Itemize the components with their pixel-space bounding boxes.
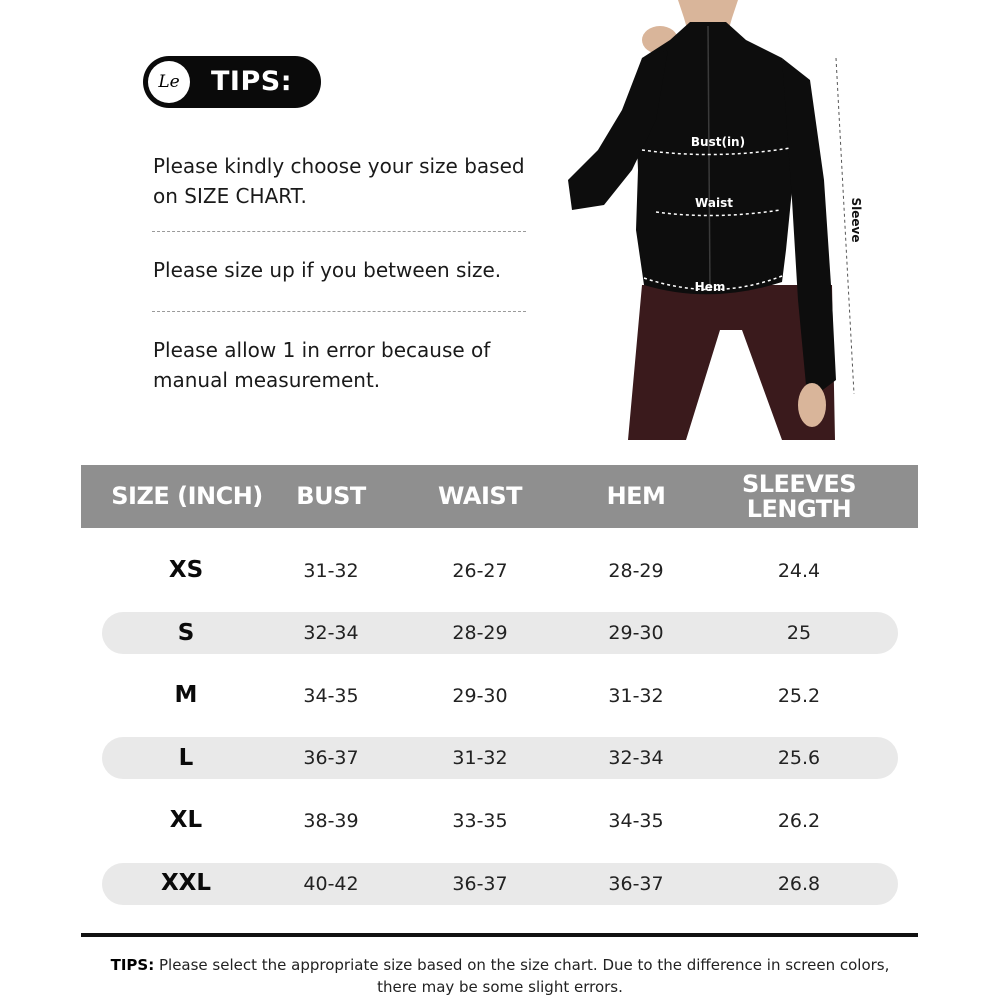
- row-size: M: [174, 682, 198, 708]
- model-hand-right: [798, 383, 826, 427]
- row-size: XXL: [160, 870, 212, 896]
- tip-item-2: Please size up if you between size.: [153, 258, 502, 282]
- header-sleeves-line1: SLEEVES: [741, 469, 857, 498]
- hem-label: Hem: [694, 280, 726, 294]
- row-waist: 33-35: [452, 810, 508, 832]
- footer-tips-label: TIPS:: [110, 956, 155, 974]
- row-bust: 34-35: [303, 685, 359, 707]
- tips-title: TIPS:: [211, 66, 292, 97]
- size-table-header: [81, 465, 918, 528]
- header-bust: BUST: [296, 482, 366, 510]
- footer-note: [90, 954, 910, 998]
- row-sleeve: 25: [786, 622, 812, 644]
- row-hem: 34-35: [608, 810, 664, 832]
- row-hem: 32-34: [608, 747, 664, 769]
- tip-divider-2: [152, 311, 526, 312]
- footer-tips-text: Please select the appropriate size based on the size chart. Due to the difference in screen colors, there may be some slight errors.: [154, 956, 890, 996]
- row-hem: 28-29: [608, 560, 664, 582]
- row-hem: 29-30: [608, 622, 664, 644]
- header-hem: HEM: [606, 482, 666, 510]
- tip-item-3: Please allow 1 in error because of manual measurement.: [153, 338, 491, 392]
- row-bust: 40-42: [303, 873, 359, 895]
- row-size: L: [178, 745, 194, 771]
- sleeve-label: Sleeve: [849, 197, 863, 243]
- bust-label: Bust(in): [690, 135, 746, 149]
- row-waist: 29-30: [452, 685, 508, 707]
- tip-item-1: Please kindly choose your size based on SIZE CHART.: [153, 154, 525, 208]
- tips-badge: [143, 56, 321, 108]
- row-sleeve: 26.8: [777, 873, 821, 895]
- row-waist: 31-32: [452, 747, 508, 769]
- row-waist: 28-29: [452, 622, 508, 644]
- row-sleeve: 25.2: [777, 685, 821, 707]
- row-size: XS: [168, 557, 204, 583]
- row-size: XL: [169, 807, 203, 833]
- row-bust: 31-32: [303, 560, 359, 582]
- row-bust: 32-34: [303, 622, 359, 644]
- header-waist: WAIST: [437, 482, 523, 510]
- footer-divider: [81, 933, 918, 937]
- row-hem: 36-37: [608, 873, 664, 895]
- header-sleeves-line2: LENGTH: [746, 494, 852, 523]
- model-measurement-diagram: [560, 0, 880, 445]
- brand-logo-icon: Le: [148, 61, 190, 103]
- row-waist: 36-37: [452, 873, 508, 895]
- tip-divider-1: [152, 231, 526, 232]
- header-size: SIZE (INCH): [111, 482, 263, 510]
- row-sleeve: 24.4: [777, 560, 821, 582]
- row-bust: 36-37: [303, 747, 359, 769]
- row-hem: 31-32: [608, 685, 664, 707]
- row-sleeve: 25.6: [777, 747, 821, 769]
- header-sleeves-length: [699, 465, 899, 528]
- row-size: S: [177, 620, 195, 646]
- row-bust: 38-39: [303, 810, 359, 832]
- row-sleeve: 26.2: [777, 810, 821, 832]
- row-waist: 26-27: [452, 560, 508, 582]
- waist-label: Waist: [695, 196, 733, 210]
